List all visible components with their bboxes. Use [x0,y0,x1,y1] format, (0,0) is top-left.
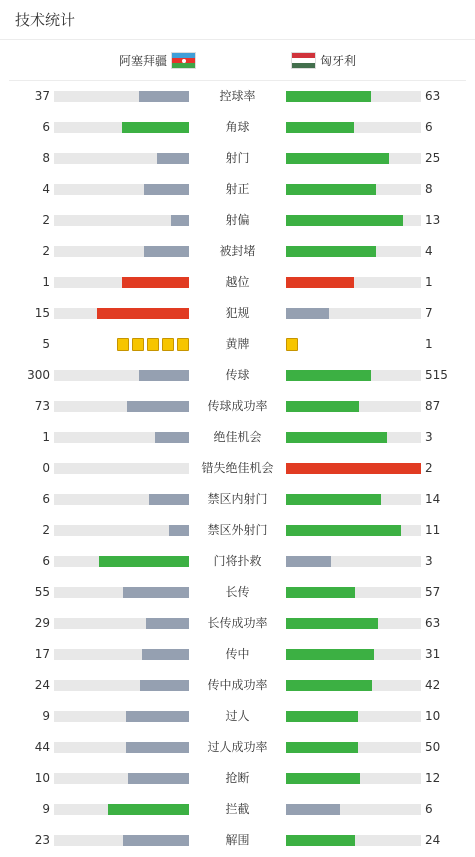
stat-label: 黄牌 [225,337,250,351]
home-stat-bar [54,587,189,598]
stat-row [0,174,475,205]
stat-label: 传中成功率 [207,678,268,692]
home-stat-bar [54,525,189,536]
away-stat-bar-fill [286,122,354,133]
stat-label: 禁区内射门 [207,492,268,506]
home-stat-bar [54,246,189,257]
home-stat-bar-fill [99,556,189,567]
yellow-card-icon [177,338,189,351]
home-stat-bar [54,680,189,691]
home-stat-bar-fill [157,153,189,164]
stat-row [0,701,475,732]
away-stat-bar-fill [286,370,371,381]
away-stat-value: 24 [425,833,441,847]
home-stat-bar-fill [108,804,189,815]
away-stat-value: 1 [425,275,433,289]
away-stat-bar-fill [286,587,355,598]
home-stat-bar [54,370,189,381]
home-stat-bar [54,432,189,443]
home-stat-bar [54,184,189,195]
away-stat-bar [286,370,421,381]
home-stat-value: 2 [42,244,50,258]
home-stat-bar-fill [169,525,189,536]
home-stat-value: 4 [42,182,50,196]
home-stat-bar-fill [146,618,189,629]
home-stat-bar [54,556,189,567]
home-stat-value: 9 [42,709,50,723]
away-stat-value: 31 [425,647,441,661]
home-stat-bar-fill [155,432,189,443]
away-stat-bar-fill [286,773,360,784]
home-stat-bar [54,277,189,288]
away-stat-bar-fill [286,494,381,505]
home-stat-value: 9 [42,802,50,816]
home-stat-value: 2 [42,523,50,537]
stat-row [0,546,475,577]
home-stat-value: 1 [42,275,50,289]
stat-row [0,763,475,794]
stat-label: 射正 [225,182,250,196]
away-team-name: 匈牙利 [320,53,357,68]
home-stat-bar [54,804,189,815]
home-stat-bar [54,835,189,846]
home-stat-bar [54,215,189,226]
away-stat-value: 12 [425,771,441,785]
away-stat-bar-fill [286,401,359,412]
stat-label: 绝佳机会 [213,430,262,444]
stat-label: 射偏 [225,213,250,227]
away-stat-value: 25 [425,151,441,165]
stat-row [0,794,475,825]
away-stat-bar-fill [286,432,387,443]
away-stat-bar [286,618,421,629]
home-stat-value: 17 [34,647,50,661]
home-stat-bar-fill [123,835,189,846]
home-stat-bar-fill [171,215,189,226]
azerbaijan-flag-icon [171,52,196,69]
home-stat-bar [54,649,189,660]
stat-label: 解围 [225,833,250,847]
home-yellow-cards [117,338,189,351]
stat-label: 传球成功率 [207,399,268,413]
away-stat-bar [286,277,421,288]
away-stat-value: 63 [425,89,441,103]
stat-label: 长传 [225,585,250,599]
hungary-flag-icon [291,52,316,69]
away-stat-value: 3 [425,430,433,444]
stat-label: 禁区外射门 [207,523,268,537]
away-stat-bar [286,773,421,784]
away-stat-value: 7 [425,306,433,320]
home-stat-bar-fill [127,401,189,412]
home-stat-bar [54,618,189,629]
home-stat-bar-fill [122,122,190,133]
home-stat-value: 55 [34,585,50,599]
away-stat-bar-fill [286,525,401,536]
away-stat-value: 57 [425,585,441,599]
away-stat-value: 42 [425,678,441,692]
home-team-name: 阿塞拜疆 [119,53,168,68]
stat-row [0,577,475,608]
away-stat-value: 515 [425,368,448,382]
home-stat-value: 44 [34,740,50,754]
stat-label: 越位 [225,275,250,289]
home-stat-bar-fill [126,711,189,722]
stat-row [0,484,475,515]
stat-label: 抢断 [225,771,250,785]
stat-row [0,608,475,639]
away-stat-bar [286,184,421,195]
away-stat-bar-fill [286,804,340,815]
home-stat-bar [54,91,189,102]
stat-row [0,825,475,856]
away-stat-value: 6 [425,802,433,816]
away-stat-bar [286,587,421,598]
stat-row [0,298,475,329]
home-stat-value: 0 [42,461,50,475]
home-stat-bar-fill [142,649,189,660]
home-stat-bar [54,308,189,319]
home-stat-bar [54,401,189,412]
away-stat-bar-fill [286,277,354,288]
away-stat-bar-fill [286,649,374,660]
home-stat-value: 1 [42,430,50,444]
home-stat-bar-fill [122,277,190,288]
home-stat-value: 5 [42,337,50,351]
stat-label: 错失绝佳机会 [201,461,274,475]
away-stat-bar [286,649,421,660]
yellow-card-icon [162,338,174,351]
away-stat-value: 50 [425,740,441,754]
home-stat-bar [54,711,189,722]
away-stat-bar [286,835,421,846]
away-stat-value: 4 [425,244,433,258]
away-stat-bar [286,742,421,753]
away-stat-value: 3 [425,554,433,568]
away-stat-value: 87 [425,399,441,413]
stat-row [0,422,475,453]
home-stat-bar-fill [139,91,189,102]
away-stat-value: 14 [425,492,441,506]
away-stat-bar-fill [286,711,358,722]
away-stat-bar [286,432,421,443]
stat-row [0,639,475,670]
stat-label: 传中 [225,647,250,661]
away-stat-bar-fill [286,308,329,319]
away-stat-value: 13 [425,213,441,227]
page-title: 技术统计 [15,11,76,29]
stat-row [0,143,475,174]
yellow-card-icon [117,338,129,351]
away-stat-bar-fill [286,153,389,164]
away-stat-bar-fill [286,184,376,195]
home-stat-bar-fill [97,308,189,319]
away-stat-bar [286,153,421,164]
home-stat-value: 6 [42,554,50,568]
home-stat-value: 23 [34,833,50,847]
stat-row [0,112,475,143]
away-stat-value: 1 [425,337,433,351]
away-stat-bar-fill [286,618,378,629]
stats-header [0,0,475,40]
home-stat-bar [54,494,189,505]
home-stat-value: 8 [42,151,50,165]
home-stat-bar [54,463,189,474]
home-stat-bar-fill [126,742,189,753]
away-stat-bar [286,711,421,722]
stat-label: 过人成功率 [207,740,268,754]
home-stat-bar [54,773,189,784]
away-stat-bar [286,463,421,474]
away-stat-bar-fill [286,463,421,474]
home-stat-bar-fill [140,680,189,691]
home-stat-value: 15 [34,306,50,320]
away-stat-bar-fill [286,556,331,567]
yellow-card-icon [147,338,159,351]
stat-row [0,205,475,236]
away-stat-bar [286,122,421,133]
stat-row [0,236,475,267]
stat-row [0,515,475,546]
stat-row [0,329,475,360]
home-stat-bar [54,153,189,164]
home-stat-value: 6 [42,492,50,506]
away-stat-bar-fill [286,246,376,257]
away-stat-value: 63 [425,616,441,630]
away-stat-bar [286,215,421,226]
home-stat-bar-fill [149,494,190,505]
home-stat-value: 10 [34,771,50,785]
away-stat-bar-fill [286,742,358,753]
away-stat-bar [286,401,421,412]
home-stat-value: 300 [27,368,50,382]
home-stat-value: 6 [42,120,50,134]
stat-label: 控球率 [219,89,256,103]
away-stat-bar [286,246,421,257]
stat-label: 角球 [225,120,250,134]
stat-label: 传球 [225,368,250,382]
home-stat-value: 2 [42,213,50,227]
away-stat-bar [286,91,421,102]
away-stat-bar [286,556,421,567]
yellow-card-icon [132,338,144,351]
away-stat-bar [286,494,421,505]
away-yellow-cards [286,338,298,351]
away-stat-bar-fill [286,91,371,102]
away-stat-bar [286,525,421,536]
yellow-card-icon [286,338,298,351]
home-stat-value: 73 [34,399,50,413]
away-stat-bar [286,804,421,815]
home-stat-bar-fill [128,773,189,784]
stat-row [0,670,475,701]
away-stat-bar-fill [286,680,372,691]
home-stat-bar [54,122,189,133]
away-stat-value: 10 [425,709,441,723]
away-stat-value: 8 [425,182,433,196]
away-stat-value: 2 [425,461,433,475]
away-stat-value: 11 [425,523,441,537]
away-stat-value: 6 [425,120,433,134]
stat-label: 拦截 [225,802,250,816]
away-stat-bar [286,308,421,319]
stat-label: 射门 [225,151,250,165]
stat-label: 长传成功率 [207,616,268,630]
home-team [115,40,196,80]
stat-label: 犯规 [225,306,250,320]
away-stat-bar-fill [286,215,403,226]
team-header [9,40,466,81]
stat-row [0,453,475,484]
home-stat-bar-fill [123,587,189,598]
stat-row [0,267,475,298]
stat-label: 过人 [225,709,250,723]
away-team [291,40,360,80]
stat-row [0,360,475,391]
stat-row [0,391,475,422]
away-stat-bar [286,680,421,691]
home-stat-bar-fill [139,370,189,381]
home-stat-bar-fill [144,184,189,195]
stat-row [0,81,475,112]
stat-row [0,732,475,763]
home-stat-value: 24 [34,678,50,692]
home-stat-value: 37 [34,89,50,103]
home-stat-bar-fill [144,246,189,257]
home-stat-value: 29 [34,616,50,630]
home-stat-bar [54,742,189,753]
stat-label: 门将扑救 [213,554,262,568]
stat-label: 被封堵 [219,244,256,258]
away-stat-bar-fill [286,835,355,846]
